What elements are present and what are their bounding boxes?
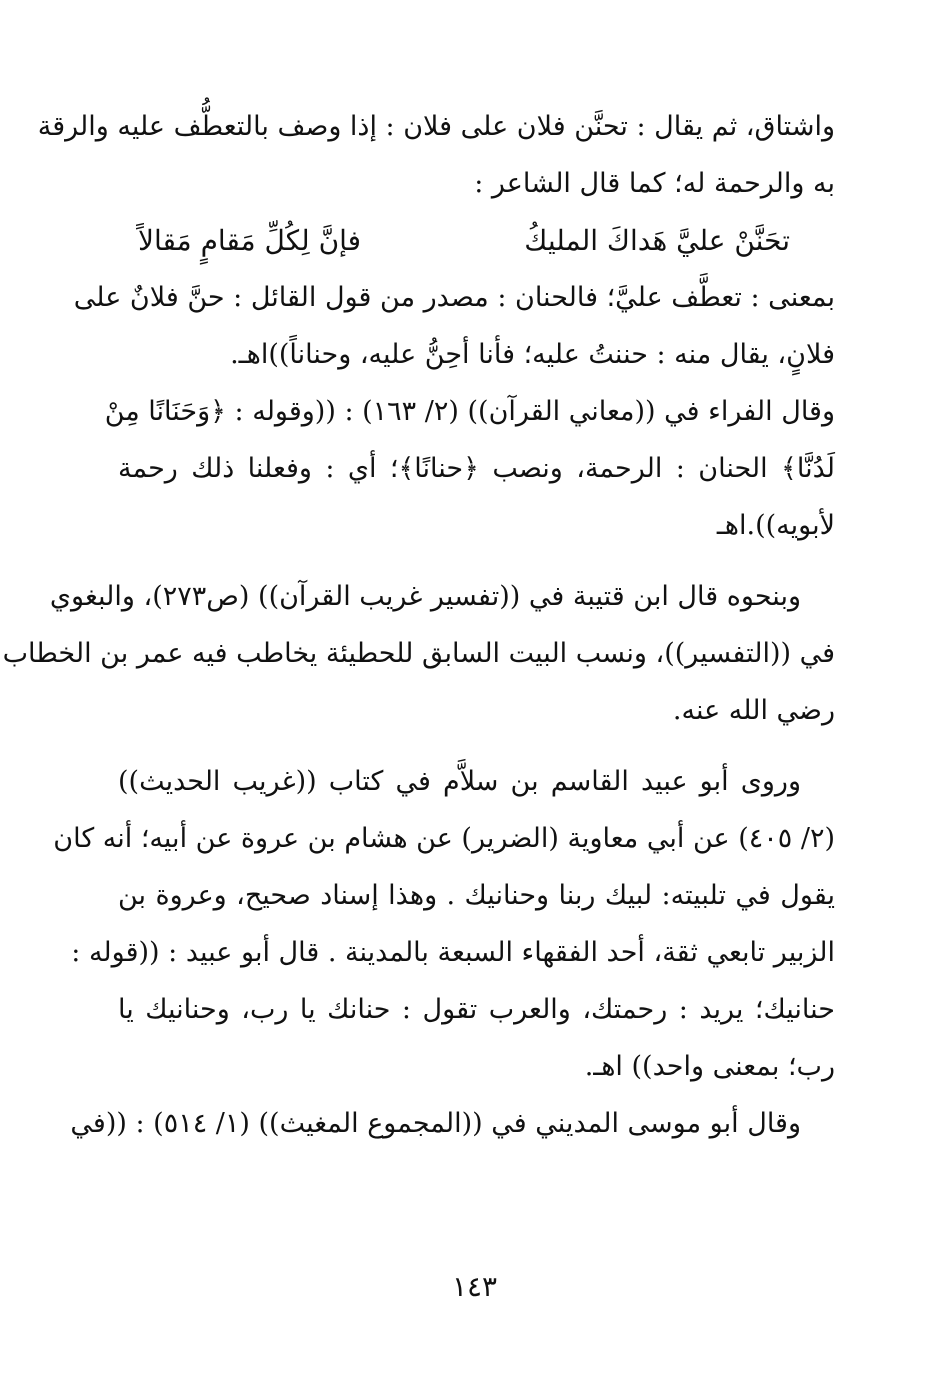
text-line: وروى أبو عبيد القاسم بن سلاَّم في كتاب ((غريب الحديث)) [118,766,801,797]
paragraph-gap [118,554,835,568]
body-text [2,98,835,1152]
text-line: حنانيك؛ يريد : رحمتك، والعرب تقول : حنانك يا رب، وحنانيك يا [118,994,835,1025]
text-line: الزبير تابعي ثقة، أحد الفقهاء السبعة بالمدينة . قال أبو عبيد : ((قوله : [71,937,835,968]
text-line: لَدُنَّا﴾ الحنان : الرحمة، ونصب ﴿حنانًا﴾؛ أي : وفعلنا ذلك رحمة [118,453,835,484]
text-line: رضي الله عنه. [672,695,835,726]
text-line: فلانٍ، يقال منه : حننتُ عليه؛ فأنا أحِنُّ عليه، وحناناً))اهـ. [230,339,835,370]
poetry-verse [118,212,835,269]
text-line: وقال الفراء في ((معاني القرآن)) (٢/ ١٦٣) : ((وقوله : ﴿وَحَنَانًا مِنْ [104,396,835,427]
verse-second-hemistich: فإنَّ لِكُلِّ مَقامٍ مَقالاً [138,224,362,257]
text-line: رب؛ بمعنى واحد)) اهـ. [584,1051,835,1082]
text-line: وقال أبو موسى المديني في ((المجموع المغيث)) (١/ ٥١٤) : ((في [70,1108,801,1139]
text-line: بمعنى : تعطَّف عليَّ؛ فالحنان : مصدر من قول القائل : حنَّ فلانٌ على [73,282,835,313]
text-line: واشتاق، ثم يقال : تحنَّن فلان على فلان : إذا وصف بالتعطُّف عليه والرقة [37,111,835,142]
paragraph-gap [118,739,835,753]
text-line: به والرحمة له؛ كما قال الشاعر : [474,168,835,199]
verse-first-hemistich: تحَنَّنْ عليَّ هَداكَ المليكُ [524,224,790,257]
text-line: يقول في تلبيته: لبيك ربنا وحنانيك . وهذا إسناد صحيح، وعروة بن [118,880,835,911]
text-line: (٢/ ٤٠٥) عن أبي معاوية (الضرير) عن هشام بن عروة عن أبيه؛ أنه كان [53,823,835,854]
page-number: ١٤٣ [451,1270,498,1303]
text-line: لأبويه)).اهـ [716,510,835,541]
text-line: وبنحوه قال ابن قتيبة في ((تفسير غريب القرآن)) (ص٢٧٣)، والبغوي [49,581,801,612]
text-line: في ((التفسير))، ونسب البيت السابق للحطيئة يخاطب فيه عمر بن الخطاب [2,638,835,669]
